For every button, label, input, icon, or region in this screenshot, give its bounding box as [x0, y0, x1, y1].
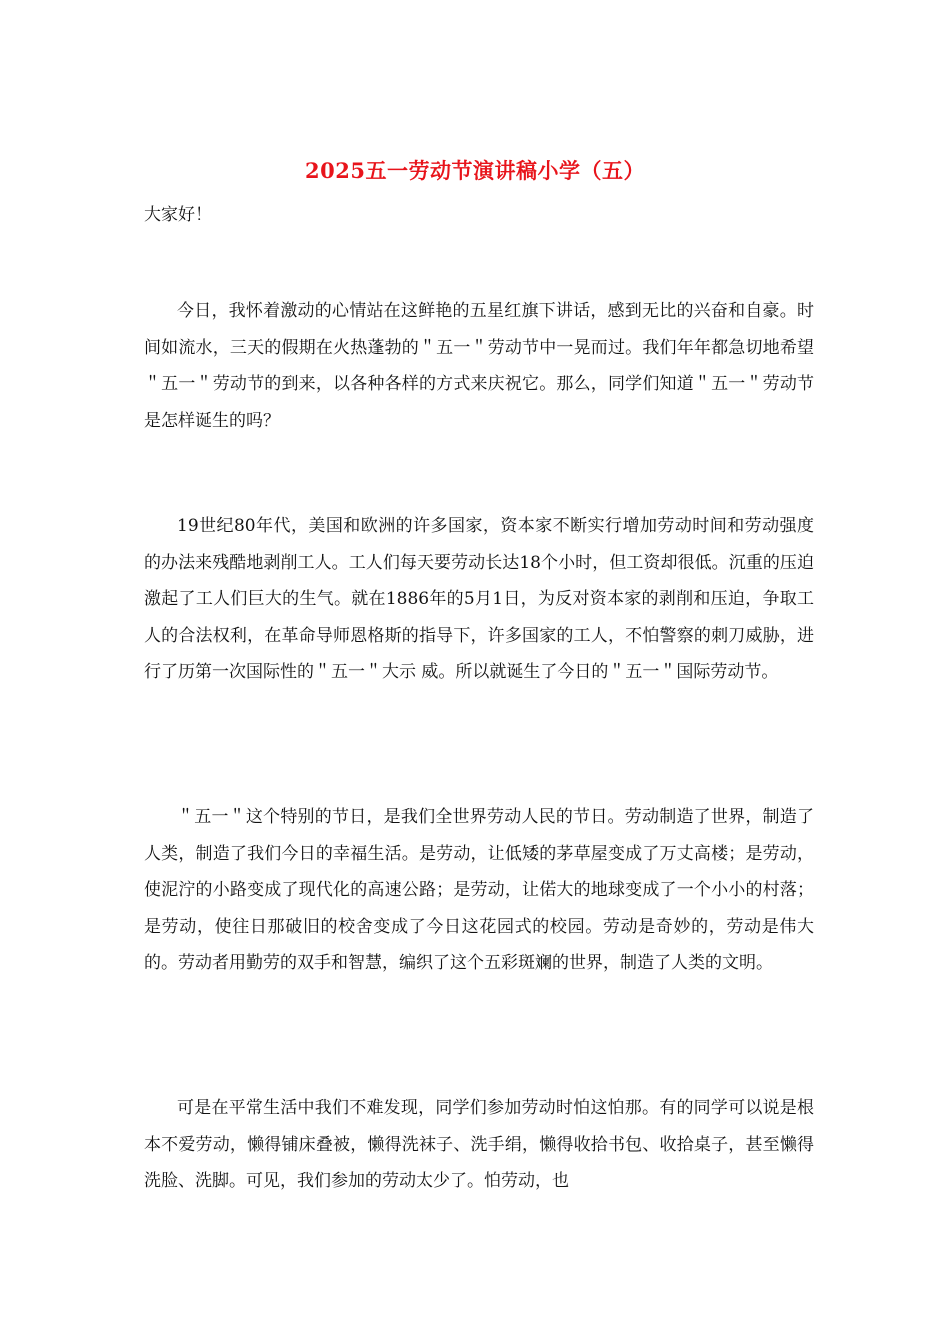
paragraph: ＂五一＂这个特别的节日，是我们全世界劳动人民的节日。劳动制造了世界，制造了人类，制造了我们今日的幸福生活。是劳动，让低矮的茅草屋变成了万丈高楼；是劳动，使泥泞的小路变成了现代化的高速公路；是劳动，让偌大的地球变成了一个小小的村落；是劳动，使往日那破旧的校舍变成了今日这花园式的校园。劳动是奇妙的，劳动是伟大的。劳动者用勤劳的双手和智慧，编织了这个五彩斑斓的世界，制造了人类的文明。	[144, 807, 814, 974]
greeting: 大家好！	[144, 205, 212, 225]
paragraph: 可是在平常生活中我们不难发现，同学们参加劳动时怕这怕那。有的同学可以说是根本不爱劳动，懒得铺床叠被，懒得洗袜子、洗手绢，懒得收拾书包、收拾桌子，甚至懒得洗脸、洗脚。可见，我们参加的劳动太少了。怕劳动，也	[144, 1098, 814, 1192]
paragraph: 19世纪80年代，美国和欧洲的许多国家，资本家不断实行增加劳动时间和劳动强度的办法来残酷地剥削工人。工人们每天要劳动长达18个小时，但工资却很低。沉重的压迫激起了工人们巨大的生气。就在1886年的5月1日，为反对资本家的剥削和压迫，争取工人的合法权利，在革命导师恩格斯的指导下，许多国家的工人，不怕警察的刺刀威胁，进行了历第一次国际性的＂五一＂大示 威。所以就诞生了今日的＂五一＂国际劳动节。	[144, 516, 814, 683]
paragraph: 今日，我怀着激动的心情站在这鲜艳的五星红旗下讲话，感到无比的兴奋和自豪。时间如流水，三天的假期在火热蓬勃的＂五一＂劳动节中一晃而过。我们年年都急切地希望＂五一＂劳动节的到来，以各种各样的方式来庆祝它。那么，同学们知道＂五一＂劳动节是怎样诞生的吗？	[144, 301, 814, 431]
document-title: 2025五一劳动节演讲稿小学（五）	[305, 158, 645, 183]
